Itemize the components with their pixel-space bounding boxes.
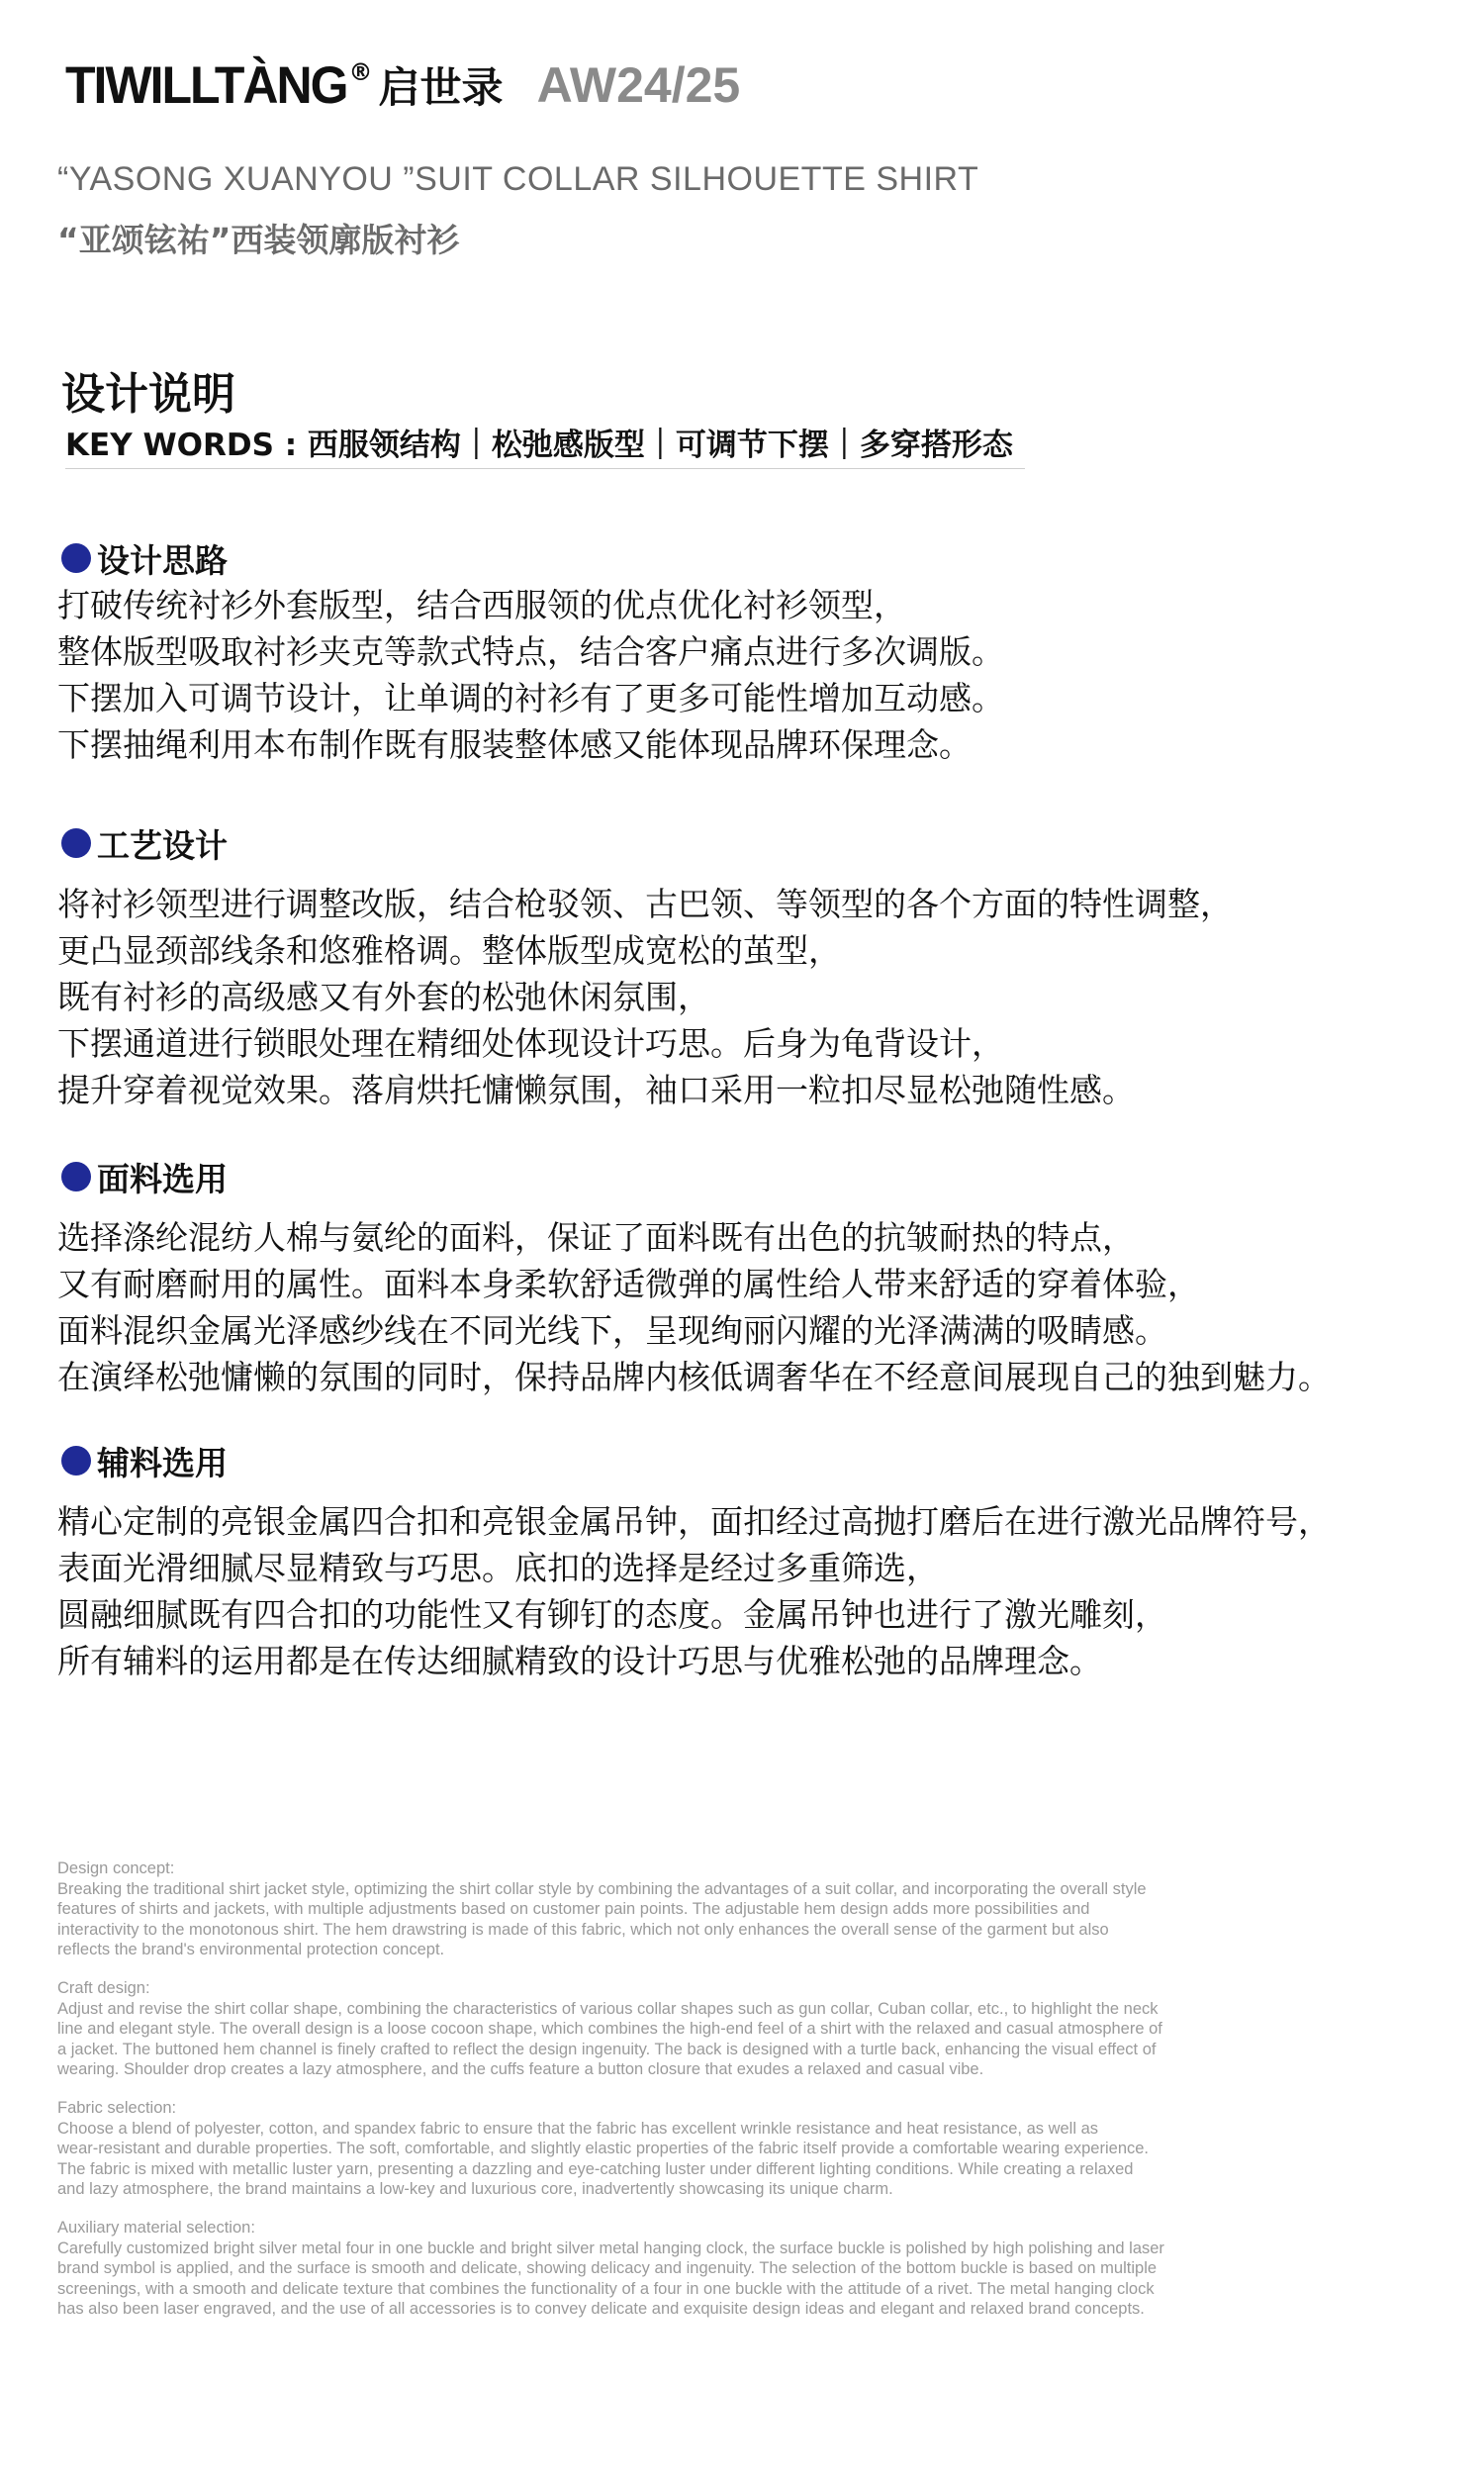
english-title: Craft design:	[57, 1979, 150, 1997]
section-craft-design	[57, 819, 1462, 1113]
english-auxiliary-material	[57, 2218, 1363, 2320]
section-title-text: 辅料选用	[97, 1443, 228, 1482]
body-line: 面料混织金属光泽感纱线在不同光线下，呈现绚丽闪耀的光泽满满的吸睛感。	[57, 1311, 1167, 1350]
section-title-text: 设计思路	[97, 540, 228, 580]
english-line: wearing. Shoulder drop creates a lazy atmosphere, and the cuffs feature a button closure that exudes a relaxed and casual vibe.	[57, 2060, 984, 2078]
body-line: 将衬衫领型进行调整改版，结合枪驳领、古巴领、等领型的各个方面的特性调整，	[57, 885, 1233, 923]
body-line: 打破传统衬衫外套版型，结合西服领的优点优化衬衫领型，	[57, 586, 906, 624]
english-craft-design	[57, 1978, 1363, 2080]
section-title	[57, 1153, 1462, 1200]
english-line: a jacket. The buttoned hem channel is finely crafted to reflect the design ingenuity. The back is designed with a turtle back, enhancing the visual effect of	[57, 2040, 1157, 2058]
section-title	[57, 819, 1462, 867]
english-line: Breaking the traditional shirt jacket style, optimizing the shirt collar style by combining the advantages of a suit collar, and incorporating the overall style	[57, 1879, 1147, 1898]
body-line: 整体版型吸取衬衫夹克等款式特点，结合客户痛点进行多次调版。	[57, 632, 1004, 671]
body-line: 更凸显颈部线条和悠雅格调。整体版型成宽松的茧型，	[57, 931, 841, 970]
section-body	[57, 1498, 1462, 1684]
section-body	[57, 1214, 1462, 1400]
product-title-en: “YASONG XUANYOU ”SUIT COLLAR SILHOUETTE SHIRT	[57, 160, 979, 198]
english-line: screenings, with a smooth and delicate texture that combines the functionality of a four in one buckle with the attitude of a rivet. The metal hanging clock	[57, 2279, 1155, 2298]
body-line: 选择涤纶混纺人棉与氨纶的面料，保证了面料既有出色的抗皱耐热的特点，	[57, 1218, 1135, 1257]
english-line: interactivity to the monotonous shirt. The hem drawstring is made of this fabric, which not only enhances the overall sense of the garment but also	[57, 1920, 1109, 1939]
body-line: 下摆通道进行锁眼处理在精细处体现设计巧思。后身为龟背设计，	[57, 1024, 1004, 1063]
english-line: features of shirts and jackets, with multiple adjustments based on customer pain points. The adjustable hem design adds more possibilities and	[57, 1900, 1090, 1918]
english-line: The fabric is mixed with metallic luster yarn, presenting a dazzling and eye-catching luster under different lighting conditions. While creating a relaxed	[57, 2159, 1134, 2178]
section-design-concept	[57, 534, 1462, 768]
english-line: reflects the brand's environmental protection concept.	[57, 1941, 445, 1958]
section-title-text: 工艺设计	[97, 825, 228, 865]
bullet-dot-icon	[61, 828, 91, 858]
body-line: 所有辅料的运用都是在传达细腻精致的设计巧思与优雅松弛的品牌理念。	[57, 1642, 1102, 1680]
english-title: Auxiliary material selection:	[57, 2219, 255, 2237]
design-note-heading: 设计说明	[61, 369, 235, 420]
english-design-concept	[57, 1858, 1363, 1960]
section-title	[57, 534, 1462, 582]
body-line: 下摆抽绳利用本布制作既有服装整体感又能体现品牌环保理念。	[57, 725, 972, 764]
body-line: 在演绎松弛慵懒的氛围的同时，保持品牌内核低调奢华在不经意间展现自己的独到魅力。	[57, 1358, 1331, 1396]
brand-header	[65, 55, 740, 115]
body-line: 既有衬衫的高级感又有外套的松弛休闲氛围，	[57, 978, 710, 1016]
english-line: and lazy atmosphere, the brand maintains a low-key and luxurious core, inadvertently showcasing its unique charm.	[57, 2180, 893, 2198]
body-line: 提升穿着视觉效果。落肩烘托慵懒氛围，袖口采用一粒扣尽显松弛随性感。	[57, 1071, 1135, 1109]
section-body	[57, 582, 1462, 768]
english-line: line and elegant style. The overall design is a loose cocoon shape, which combines the high-end feel of a shirt with the relaxed and casual atmosphere of	[57, 2020, 1162, 2038]
brand-chinese-name: 启世录	[378, 63, 504, 112]
body-line: 下摆加入可调节设计，让单调的衬衫有了更多可能性增加互动感。	[57, 679, 1004, 717]
body-line: 精心定制的亮银金属四合扣和亮银金属吊钟，面扣经过高抛打磨后在进行激光品牌符号，	[57, 1502, 1331, 1541]
section-auxiliary-material	[57, 1437, 1462, 1684]
section-fabric-selection	[57, 1153, 1462, 1400]
english-line: wear-resistant and durable properties. The soft, comfortable, and slightly elastic properties of the fabric itself provide a comfortable wearing experience.	[57, 2140, 1150, 2157]
english-line: Adjust and revise the shirt collar shape, combining the characteristics of various collar shapes such as gun collar, Cuban collar, etc., to highlight the neck	[57, 1999, 1159, 2018]
bullet-dot-icon	[61, 1446, 91, 1476]
registered-mark: ®	[348, 58, 373, 86]
english-line: has also been laser engraved, and the use of all accessories is to convey delicate and exquisite design ideas and elegant and relaxed brand concepts.	[57, 2300, 1145, 2318]
section-title-text: 面料选用	[97, 1159, 228, 1198]
bullet-dot-icon	[61, 543, 91, 573]
product-title-cn: “亚颂铉祐”西装领廓版衬衫	[57, 221, 460, 259]
english-title: Fabric selection:	[57, 2099, 177, 2117]
bullet-dot-icon	[61, 1162, 91, 1191]
english-line: Choose a blend of polyester, cotton, and spandex fabric to ensure that the fabric has excellent wrinkle resistance and heat resistance, as well as	[57, 2119, 1099, 2138]
section-title	[57, 1437, 1462, 1484]
keywords-line: KEY WORDS : 西服领结构｜松弛感版型｜可调节下摆｜多穿搭形态	[65, 420, 1025, 469]
body-line: 表面光滑细腻尽显精致与巧思。底扣的选择是经过多重筛选，	[57, 1549, 939, 1587]
english-line: brand symbol is applied, and the surface is smooth and delicate, showing delicacy and ingenuity. The selection of the bottom buckle is based on multiple	[57, 2259, 1158, 2277]
english-fabric-selection	[57, 2098, 1363, 2200]
season-label: AW24/25	[536, 57, 741, 113]
body-line: 圆融细腻既有四合扣的功能性又有铆钉的态度。金属吊钟也进行了激光雕刻，	[57, 1595, 1167, 1634]
section-body	[57, 881, 1462, 1113]
brand-logo: TIWILLTÀNG	[65, 55, 347, 115]
body-line: 又有耐磨耐用的属性。面料本身柔软舒适微弹的属性给人带来舒适的穿着体验，	[57, 1265, 1200, 1303]
english-title: Design concept:	[57, 1859, 175, 1877]
english-line: Carefully customized bright silver metal four in one buckle and bright silver metal hanging clock, the surface buckle is polished by high polishing and laser	[57, 2239, 1164, 2257]
